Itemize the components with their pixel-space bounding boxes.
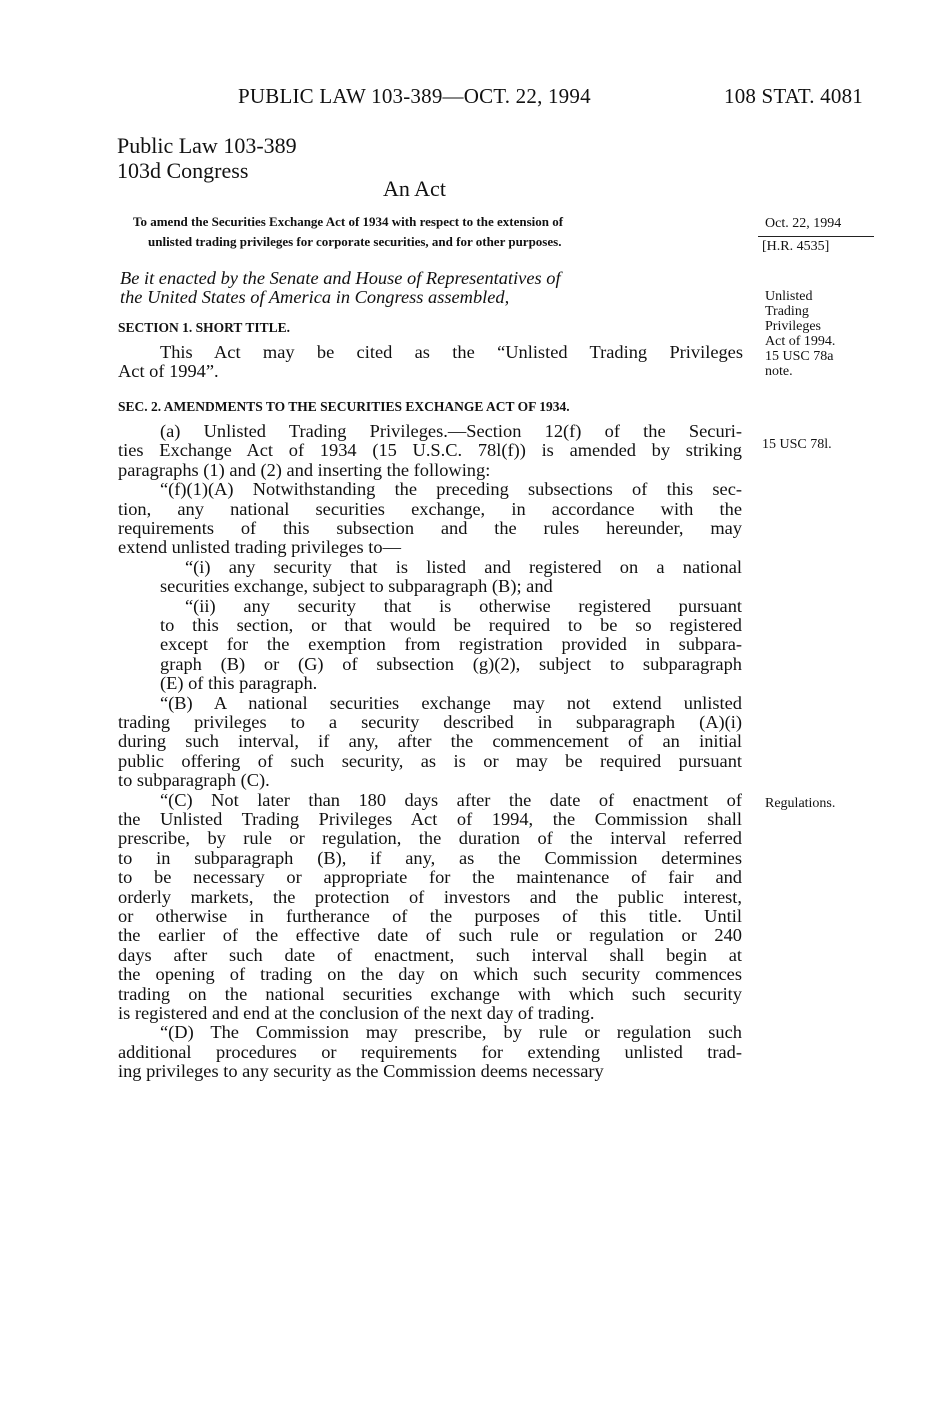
body-line: to in subparagraph (B), if any, as the Commission determines: [118, 848, 742, 868]
margin-note-short-title: [765, 289, 835, 379]
body-line: trading privileges to a security described in subparagraph (A)(i): [118, 713, 742, 732]
body-line: (a) Unlisted Trading Privileges.—Section 12(f) of the Securi-: [160, 422, 742, 441]
body-line: additional procedures or requirements for extending unlisted trad-: [118, 1042, 742, 1062]
margin-note-line: 15 USC 78a: [765, 349, 834, 364]
body-line: the earlier of the effective date of such rule or regulation or 240: [118, 926, 742, 946]
running-header: PUBLIC LAW 103-389—OCT. 22, 1994: [238, 84, 591, 108]
body-line: during such interval, if any, after the commencement of an initial: [118, 732, 742, 752]
margin-date: Oct. 22, 1994: [765, 216, 842, 231]
body-line: Act of 1994”.: [118, 361, 219, 381]
margin-bill-number: [H.R. 4535]: [762, 239, 830, 254]
enacting-clause: [120, 269, 744, 308]
body-line: ties Exchange Act of 1934 (15 U.S.C. 78l(f)) is amended by striking: [118, 441, 742, 461]
body-line: the Unlisted Trading Privileges Act of 1994, the Commission shall: [118, 810, 742, 829]
margin-note-usc: 15 USC 78l.: [762, 437, 832, 452]
margin-note-line: Trading: [765, 304, 809, 319]
body-line: requirements of this subsection and the rules hereunder, may: [118, 519, 742, 538]
body-line: “(ii) any security that is otherwise registered pursuant: [185, 596, 742, 616]
body-line: trading on the national securities exchange with which such security: [118, 984, 742, 1004]
body-line: public offering of such security, as is or may be required pursuant: [118, 751, 742, 771]
margin-note-line: Privileges: [765, 319, 821, 334]
body-line: to this section, or that would be required to be so registered: [160, 616, 742, 635]
body-line: prescribe, by rule or regulation, the duration of the interval referred: [118, 829, 742, 849]
body-line: “(C) Not later than 180 days after the date of enactment of: [160, 790, 742, 810]
purpose-line: To amend the Securities Exchange Act of 1934 with respect to the extension of: [133, 214, 564, 229]
body-line: to be necessary or appropriate for the maintenance of fair and: [118, 868, 742, 888]
body-line: tion, any national securities exchange, in accordance with the: [118, 499, 742, 519]
body-line: paragraphs (1) and (2) and inserting the following:: [118, 459, 491, 480]
body-line: orderly markets, the protection of investors and the public interest,: [118, 887, 742, 907]
statute-page-number: 108 STAT. 4081: [724, 84, 863, 108]
body-line: “(f)(1)(A) Notwithstanding the preceding subsections of this sec-: [160, 480, 742, 500]
body-line: ing privileges to any security as the Commission deems necessary: [118, 1061, 604, 1082]
section-1-heading: SECTION 1. SHORT TITLE.: [118, 320, 290, 335]
margin-note-line: Act of 1994.: [765, 334, 836, 349]
purpose-line: unlisted trading privileges for corporate securities, and for other purposes.: [148, 234, 562, 249]
law-number: Public Law 103-389: [117, 133, 297, 158]
margin-note-line: Unlisted: [765, 289, 813, 304]
enacting-line: Be it enacted by the Senate and House of Representatives of: [120, 268, 561, 288]
body-line: or otherwise in furtherance of the purposes of this title. Until: [118, 907, 742, 926]
margin-note-line: note.: [765, 364, 793, 379]
body-line: except for the exemption from registration provided in subpara-: [160, 635, 742, 655]
body-line: days after such date of enactment, such interval shall begin at: [118, 945, 742, 965]
body-line: is registered and end at the conclusion of the next day of trading.: [118, 1003, 595, 1023]
body-line: This Act may be cited as the “Unlisted Trading Privileges: [160, 342, 743, 362]
congress-label: 103d Congress: [117, 158, 249, 183]
body-line: “(D) The Commission may prescribe, by rule or regulation such: [160, 1023, 742, 1043]
body-line: (E) of this paragraph.: [160, 673, 318, 694]
body-line: “(i) any security that is listed and registered on a national: [185, 557, 742, 577]
body-line: to subparagraph (C).: [118, 770, 270, 791]
body-line: graph (B) or (G) of subsection (g)(2), subject to subparagraph: [160, 654, 742, 674]
margin-rule: [758, 236, 874, 237]
body-line: the opening of trading on the day on which such security commences: [118, 965, 742, 985]
body-line: extend unlisted trading privileges to—: [118, 537, 401, 558]
body-line: “(B) A national securities exchange may not extend unlisted: [160, 693, 742, 713]
margin-note-regulations: Regulations.: [765, 796, 836, 811]
body-line: securities exchange, subject to subparagraph (B); and: [160, 576, 553, 597]
enacting-line: the United States of America in Congress assembled,: [120, 287, 510, 308]
section-2-heading: SEC. 2. AMENDMENTS TO THE SECURITIES EXCHANGE ACT OF 1934.: [118, 399, 570, 414]
act-title: An Act: [383, 176, 446, 201]
